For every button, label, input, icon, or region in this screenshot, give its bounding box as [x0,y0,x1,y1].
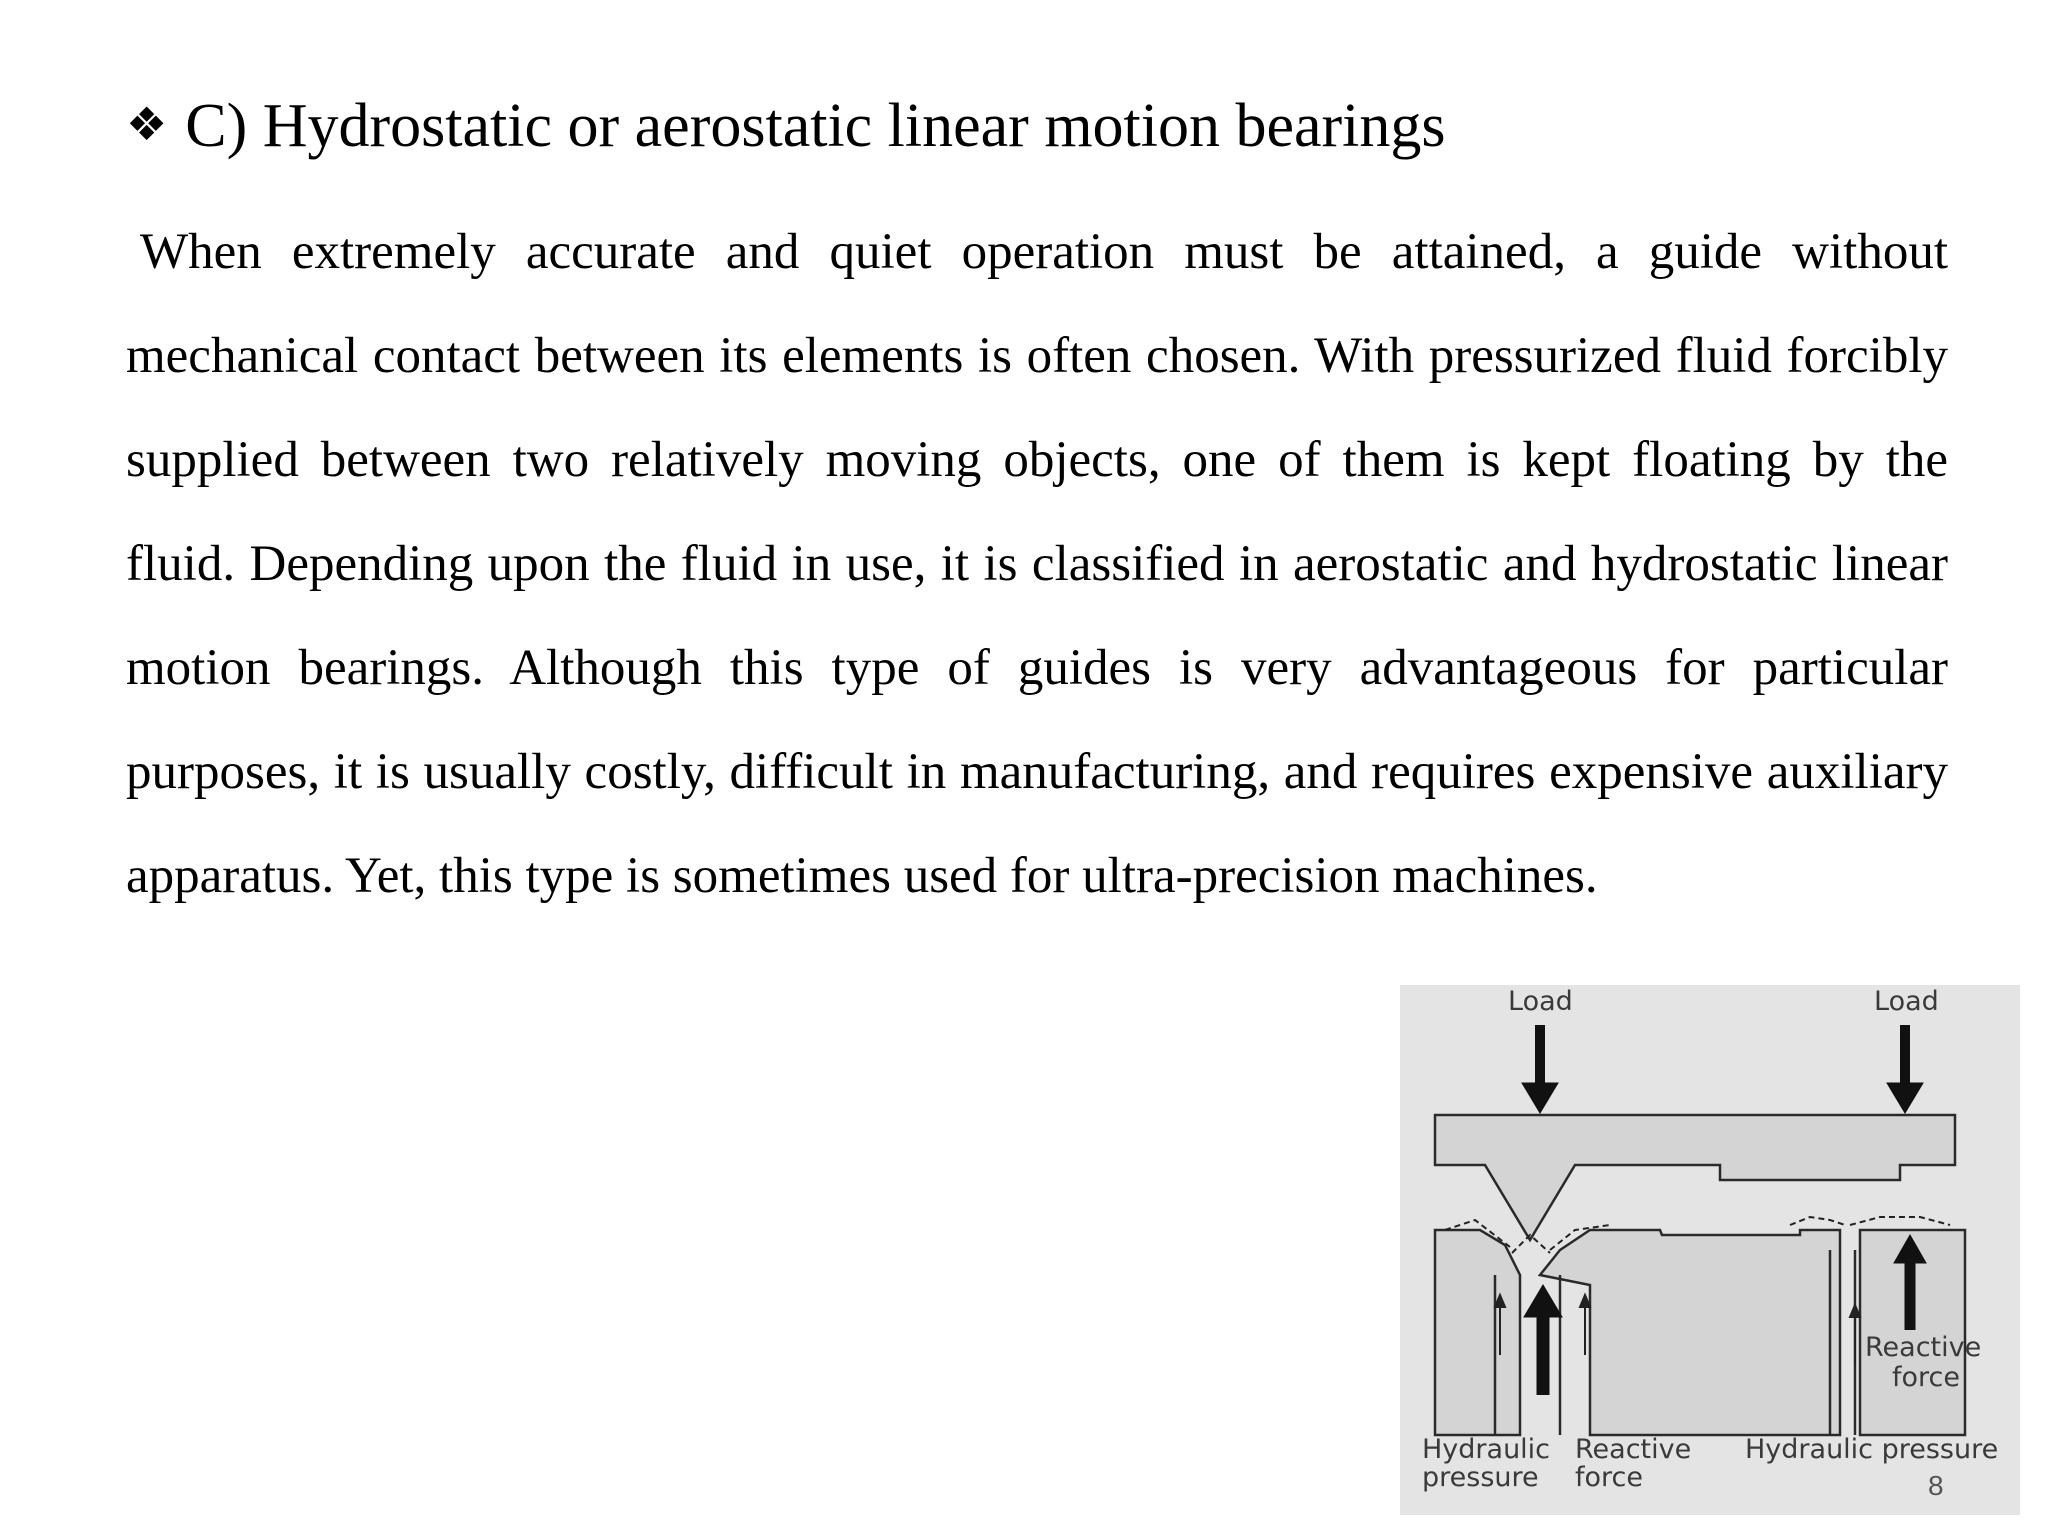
hydraulic-pressure-label-right: Hydraulic pressure [1745,1434,1999,1465]
reactive-force-label-left-line2: force [1575,1462,1643,1493]
reactive-force-label-right-line1: Reactive [1865,1332,1982,1363]
load-arrows [1522,1025,1923,1113]
load-label-right: Load [1874,986,1939,1017]
hydrostatic-bearing-diagram [1400,985,2020,1515]
body-paragraph: When extremely accurate and quiet operation must be attained, a guide without mechanical contact between its elements is often chosen. With pressurized fluid forcibly supplied between two relatively moving objects, one of them is kept floating by the fluid. Depending upon the fluid in use, it is classified in aerostatic and hydrostatic linear motion bearings. Although this type of guides is very advantageous for particular purposes, it is usually costly, difficult in manufacturing, and requires expensive auxiliary apparatus. Yet, this type is sometimes used for ultra-precision machines. [126,224,1948,904]
base-left-block [1435,1230,1520,1435]
slide-title-text: C) Hydrostatic or aerostatic linear motion bearings [185,92,1446,160]
hydraulic-pressure-label-left-line2: pressure [1422,1462,1539,1493]
page-number: 8 [1928,1470,1944,1501]
moving-table [1435,1115,1955,1240]
slide-title [126,84,1446,172]
four-diamond-bullet-icon: ❖ [126,97,168,151]
reactive-force-label-right-line2: force [1892,1362,1960,1393]
reactive-force-label-left-line1: Reactive [1575,1434,1692,1465]
load-label-left: Load [1508,986,1573,1017]
hydraulic-pressure-label-left-line1: Hydraulic [1422,1434,1551,1465]
